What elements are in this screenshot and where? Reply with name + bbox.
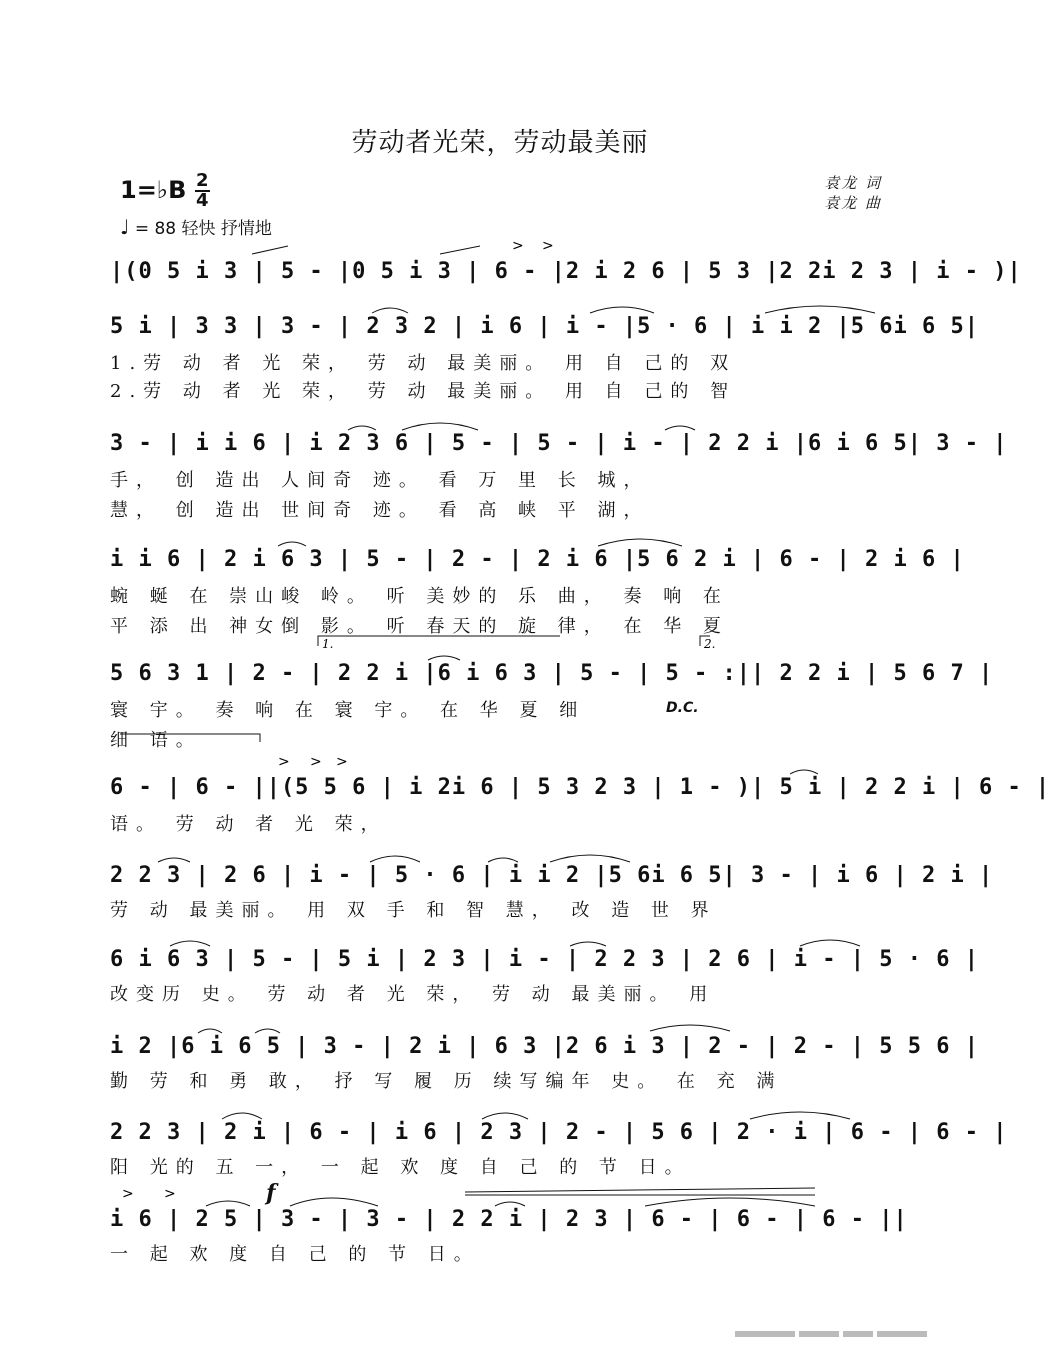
lyric-verse-1: 阳 光的 五 一， 一 起 欢 度 自 己 的 节 日。 (110, 1157, 691, 1178)
meter-top: 2 (196, 170, 209, 191)
notation-line: 6 i 6 3 | 5 - | 5 i | 2 3 | i - | 2 2 3 | 2 6 | i - | 5 · 6 | (110, 947, 979, 972)
svg-text:>: > (336, 754, 348, 770)
composer-credit: 袁龙 曲 (824, 194, 882, 212)
key-signature: 1=♭B (120, 176, 187, 204)
notation-line: 2 2 3 | 2 6 | i - | 5 · 6 | i i 2 |5 6i 6 5| 3 - | i 6 | 2 i | (110, 863, 994, 888)
notation-line: 6 - | 6 - ||(5 5 6 | i 2i 6 | 5 3 2 3 | 1 - )| 5 i | 2 2 i | 6 - | (110, 775, 1050, 800)
song-title: 劳动者光荣，劳动最美丽 (351, 128, 649, 158)
lyric-verse-1: 劳 动 最美丽。 用 双 手 和 智 慧， 改 造 世 界 (110, 900, 717, 921)
svg-text:>: > (278, 754, 290, 770)
forte-marking: f (266, 1180, 276, 1206)
lyric-verse-1: 手， 创 造出 人间奇 迹。 看 万 里 长 城， (110, 470, 650, 491)
quarter-note-icon: ♩ (120, 215, 130, 239)
lyric-verse-2: 2.劳 动 者 光 荣， 劳 动 最美丽。 用 自 己的 智 (110, 381, 737, 402)
lyric-verse-1 (110, 696, 885, 722)
notation-line: |(0 5 i 3 | 5 - |0 5 i 3 | 6 - |2 i 2 6 | 5 3 |2 2i 2 3 | i - )| (110, 259, 1022, 284)
notation-line: 3 - | i i 6 | i 2 3 6 | 5 - | 5 - | i - | 2 2 i |6 i 6 5| 3 - | (110, 431, 1008, 456)
tempo-text: = 88 轻快 抒情地 (134, 219, 272, 239)
lyricist-credit: 袁龙 词 (824, 174, 882, 192)
time-signature (195, 172, 210, 210)
lyric-verse-1: 蜿 蜒 在 崇山峻 岭。 听 美妙的 乐 曲， 奏 响 在 (110, 586, 729, 607)
footer-watermark (735, 1322, 945, 1334)
meter-bottom: 4 (196, 190, 209, 211)
dc-marking: D.C. (666, 700, 699, 716)
lyric-verse-1: 1.劳 动 者 光 荣， 劳 动 最美丽。 用 自 己的 双 (110, 353, 737, 374)
svg-text:>: > (164, 1186, 176, 1202)
svg-text:>: > (310, 754, 322, 770)
tempo-marking (120, 214, 272, 239)
svg-text:>: > (122, 1186, 134, 1202)
lyric-text: 寰 宇。 奏 响 在 寰 宇。 在 华 夏 细 (110, 700, 586, 721)
lyric-verse-1: 勤 劳 和 勇 敢， 抒 写 履 历 续写编年 史。 在 充 满 (110, 1071, 783, 1092)
notation-line: i 6 | 2 5 | 3 - | 3 - | 2 2 i | 2 3 | 6 - | 6 - | 6 - || (110, 1207, 908, 1232)
svg-text:>: > (512, 238, 524, 254)
lyric-verse-1: 改变历 史。 劳 动 者 光 荣， 劳 动 最美丽。 用 (110, 984, 716, 1005)
notation-line: 5 6 3 1 | 2 - | 2 2 i |6 i 6 3 | 5 - | 5 - :|| 2 2 i | 5 6 7 | (110, 661, 994, 686)
lyric-verse-1: 语。 劳 动 者 光 荣， (110, 814, 387, 835)
notation-line: i i 6 | 2 i 6 3 | 5 - | 2 - | 2 i 6 |5 6 2 i | 6 - | 2 i 6 | (110, 547, 965, 572)
lyric-verse-1: 一 起 欢 度 自 己 的 节 日。 (110, 1244, 480, 1265)
notation-line: i 2 |6 i 6 5 | 3 - | 2 i | 6 3 |2 6 i 3 | 2 - | 2 - | 5 5 6 | (110, 1034, 979, 1059)
notation-line: 5 i | 3 3 | 3 - | 2 3 2 | i 6 | i - |5 · 6 | i i 2 |5 6i 6 5| (110, 314, 979, 339)
notation-line: 2 2 3 | 2 i | 6 - | i 6 | 2 3 | 2 - | 5 6 | 2 · i | 6 - | 6 - | (110, 1120, 1008, 1145)
lyric-verse-2: 细 语。 (110, 730, 202, 751)
volta-2-label: 2. (704, 637, 716, 651)
volta-1-label: 1. (322, 637, 334, 651)
lyric-verse-2: 慧， 创 造出 世间奇 迹。 看 高 峡 平 湖， (110, 500, 650, 521)
lyric-verse-2: 平 添 出 神女倒 影。 听 春天的 旋 律， 在 华 夏 (110, 616, 729, 637)
svg-text:>: > (542, 238, 554, 254)
